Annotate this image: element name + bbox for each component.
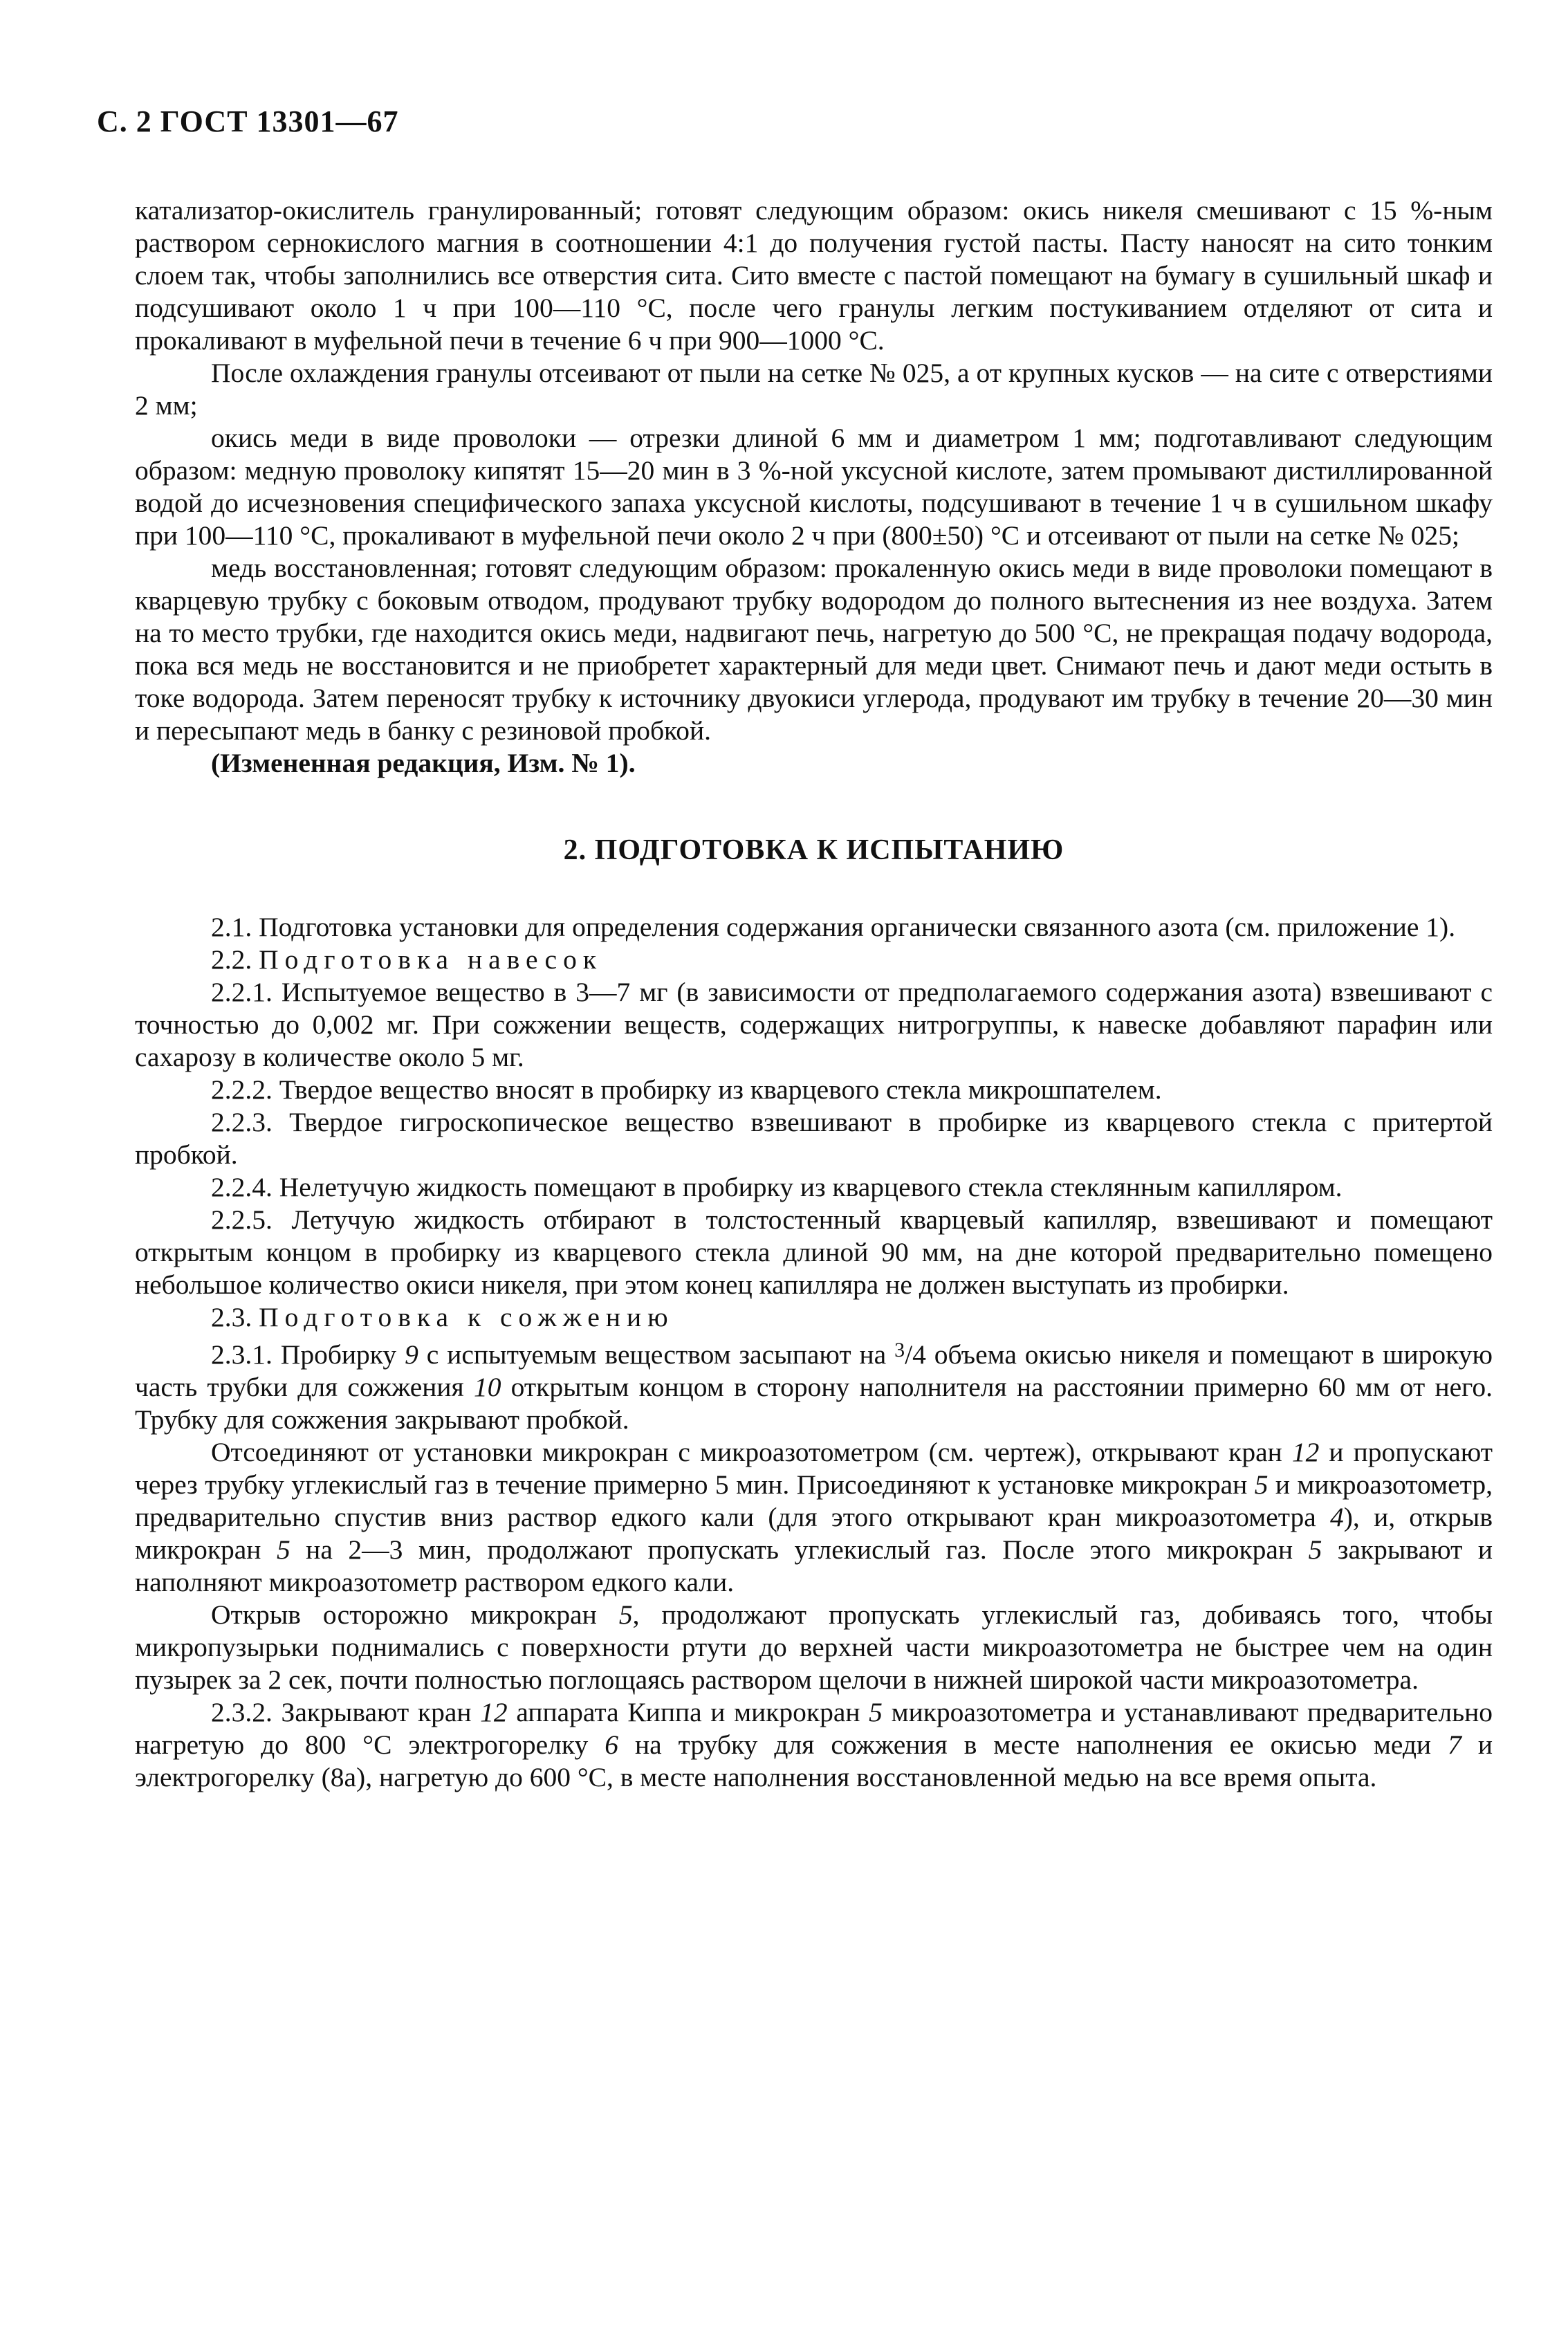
- text-run: на 2—3 мин, продолжают пропускать углекислый газ. После этого микрокран: [290, 1534, 1309, 1565]
- text-run: с испытуемым веществом засыпают на: [418, 1339, 895, 1370]
- text-run: Открыв осторожно микрокран: [211, 1599, 619, 1630]
- paragraph-2-2-3: 2.2.3. Твердое гигроскопическое вещество взвешивают в пробирке из кварцевого стекла с притертой пробкой.: [135, 1107, 1493, 1170]
- figure-ref: 4: [1330, 1502, 1344, 1532]
- paragraph-2-2-4: 2.2.4. Нелетучую жидкость помещают в пробирку из кварцевого стекла стеклянным капилляром.: [211, 1172, 1343, 1202]
- text-run: Отсоединяют от установки микрокран с микроазотометром (см. чертеж), открывают кран: [211, 1437, 1292, 1467]
- figure-ref: 5: [618, 1599, 633, 1630]
- text-run: на трубку для сожжения в месте наполнения ее окисью меди: [618, 1729, 1448, 1760]
- fraction-denominator: 4: [912, 1339, 926, 1370]
- fraction-separator: /: [905, 1339, 913, 1370]
- paragraph-2-2-2: 2.2.2. Твердое вещество вносят в пробирку из кварцевого стекла микрошпателем.: [211, 1074, 1162, 1105]
- document-body: [135, 194, 1493, 1794]
- paragraph-2-2-1: 2.2.1. Испытуемое вещество в 3—7 мг (в зависимости от предполагаемого содержания азота) взвешивают с точностью до 0,002 мг. При сожжении веществ, содержащих нитрогруппы, к навеске добавляют парафин или сахарозу в количестве около 5 мг.: [135, 977, 1493, 1072]
- subsection-2-2-heading: [135, 944, 1493, 976]
- document-page: [97, 104, 1494, 1794]
- figure-ref: 5: [276, 1534, 290, 1565]
- figure-ref: 5: [1254, 1469, 1269, 1500]
- text-run: 2.3.1. Пробирку: [211, 1339, 405, 1370]
- text-run: , продолжают пропускать углекислый газ, добиваясь того, чтобы микропузырьки поднимались с поверхности ртути до верхней части микроазотометра не быстрее чем на один пузырек за 2 сек, почти полностью поглощаясь раствором щелочи в нижней широкой части микроазотометра.: [135, 1599, 1493, 1695]
- text-run: открытым концом в сторону наполнителя на расстоянии примерно 60 мм от него. Трубку для сожжения закрывают пробкой.: [135, 1372, 1493, 1435]
- figure-ref: 7: [1448, 1729, 1461, 1760]
- text-run: 2.3.2. Закрывают кран: [211, 1697, 481, 1727]
- paragraph-reduced-copper: медь восстановленная; готовят следующим образом: прокаленную окись меди в виде проволоки помещают в кварцевую трубку с боковым отводом, продувают трубку водородом до полного вытеснения из нее воздуха. Затем на то место трубки, где находится окись меди, надвигают печь, нагретую до 500 °С, не прекращая подачу водорода, пока вся медь не восстановится и не приобретет характерный для меди цвет. Снимают печь и дают меди остыть в токе водорода. Затем переносят трубку к источнику двуокиси углерода, продувают им трубку в течение 20—30 мин и пересыпают медь в банку с резиновой пробкой.: [135, 553, 1493, 746]
- text-run: микроазотометра и устанавливают предварительно нагретую до 800 °С электрогорелку: [135, 1697, 1493, 1760]
- figure-ref: 10: [473, 1372, 501, 1402]
- subsection-number: 2.2.: [211, 944, 252, 975]
- text-run: закрывают и наполняют микроазотометр раствором едкого кали.: [135, 1534, 1493, 1597]
- text-run: и пропускают через трубку углекислый газ в течение примерно 5 мин. Присоединяют к установке микрокран: [135, 1437, 1493, 1500]
- figure-ref: 5: [869, 1697, 883, 1727]
- figure-ref: 12: [480, 1697, 508, 1727]
- subsection-2-3-heading: [135, 1301, 1493, 1334]
- text-run: ), и, открыв микрокран: [135, 1502, 1493, 1565]
- figure-ref: 9: [405, 1339, 418, 1370]
- figure-ref: 6: [605, 1729, 618, 1760]
- text-run: и электрогорелку (8а), нагретую до 600 °С, в месте наполнения восстановленной медью на все время опыта.: [135, 1729, 1493, 1792]
- paragraph-cooling: После охлаждения гранулы отсеивают от пыли на сетке № 025, а от крупных кусков — на сите с отверстиями 2 мм;: [135, 358, 1493, 421]
- figure-ref: 12: [1291, 1437, 1320, 1467]
- text-run: аппарата Киппа и микрокран: [507, 1697, 869, 1727]
- subsection-title: Подготовка навесок: [259, 944, 603, 975]
- paragraph-open-carefully: [135, 1599, 1493, 1696]
- fraction-numerator: 3: [894, 1339, 905, 1361]
- paragraph-2-3-2: [135, 1696, 1493, 1794]
- section-title: 2. ПОДГОТОВКА К ИСПЫТАНИЮ: [563, 834, 1064, 866]
- text-run: объема окисью никеля и помещают в широкую часть трубки для сожжения: [135, 1339, 1493, 1402]
- amendment-note: (Измененная редакция, Изм. № 1).: [211, 748, 636, 778]
- page-header: С. 2 ГОСТ 13301—67: [97, 104, 399, 138]
- paragraph-2-3-1: [135, 1334, 1493, 1436]
- paragraph-2-1: 2.1. Подготовка установки для определения содержания органически связанного азота (см. приложение 1).: [211, 912, 1456, 942]
- text-run: и микроазотометр, предварительно спустив вниз раствор едкого кали (для этого открывают кран микроазотометра: [135, 1469, 1493, 1532]
- paragraph-copper-oxide: окись меди в виде проволоки — отрезки длиной 6 мм и диаметром 1 мм; подготавливают следующим образом: медную проволоку кипятят 15—20 мин в 3 %-ной уксусной кислоте, затем промывают дистиллированной водой до исчезновения специфического запаха уксусной кислоты, подсушивают в течение 1 ч в сушильном шкафу при 100—110 °С, прокаливают в муфельной печи около 2 ч при (800±50) °С и отсеивают от пыли на сетке № 025;: [135, 423, 1493, 551]
- subsection-title: Подготовка к сожжению: [259, 1302, 674, 1332]
- paragraph-catalyst: катализатор-окислитель гранулированный; готовят следующим образом: окись никеля смешивают с 15 %-ным раствором сернокислого магния в соотношении 4:1 до получения густой пасты. Пасту наносят на сито тонким слоем так, чтобы заполнились все отверстия сита. Сито вместе с пастой помещают на бумагу в сушильный шкаф и подсушивают около 1 ч при 100—110 °С, после чего гранулы легким постукиванием отделяют от сита и прокаливают в муфельной печи в течение 6 ч при 900—1000 °С.: [135, 195, 1493, 356]
- paragraph-2-2-5: 2.2.5. Летучую жидкость отбирают в толстостенный кварцевый капилляр, взвешивают и помещают открытым концом в пробирку из кварцевого стекла длиной 90 мм, на дне которой предварительно помещено небольшое количество окиси никеля, при этом конец капилляра не должен выступать из пробирки.: [135, 1204, 1493, 1300]
- paragraph-disconnect: [135, 1436, 1493, 1599]
- subsection-number: 2.3.: [211, 1302, 252, 1332]
- figure-ref: 5: [1308, 1534, 1322, 1565]
